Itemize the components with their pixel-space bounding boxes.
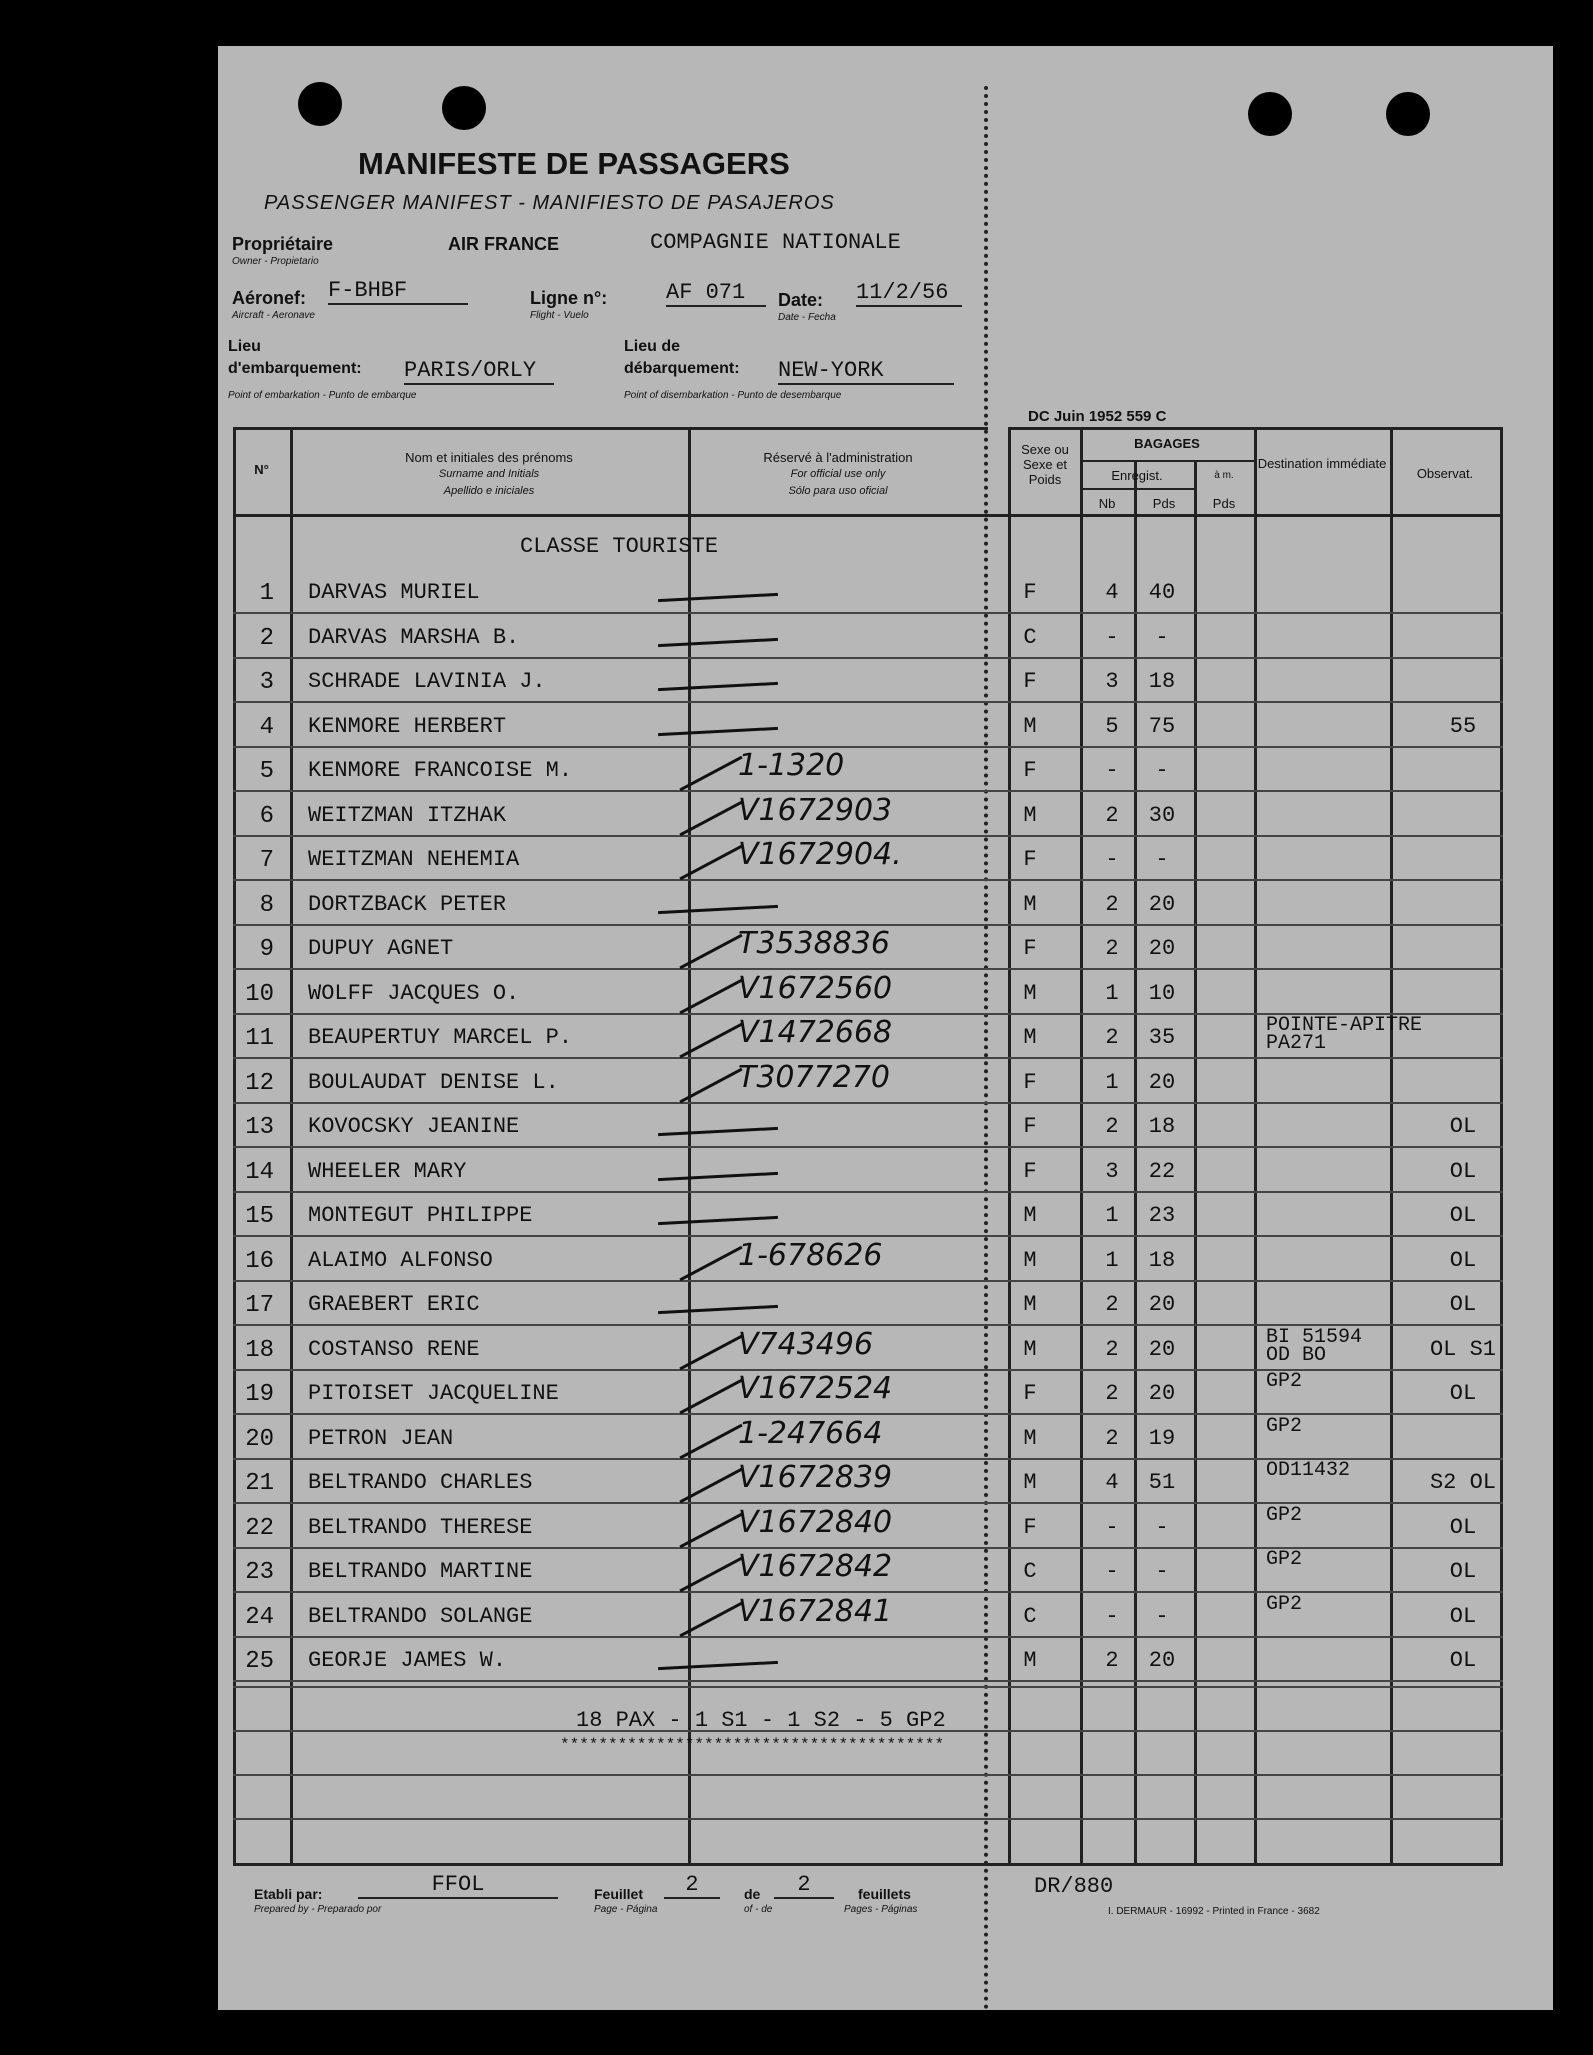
pen-stroke [679,1557,742,1593]
cell-name: BEAUPERTUY MARCEL P. [308,1025,573,1050]
cell-sex: M [1023,1292,1037,1317]
cell-nb: 1 [1105,1069,1119,1095]
cell-dest: OD11432 [1266,1459,1351,1482]
cell-obs: OL [1449,1158,1477,1184]
cell-admin: V1672903 [738,792,893,828]
pen-stroke [679,1512,742,1548]
col-header-registered: Enregist. [1111,468,1163,483]
cell-nb: - [1105,758,1119,783]
cell-no: 6 [259,802,274,830]
cell-sex: M [1023,1247,1037,1273]
cell-dest: GP2 [1266,1503,1303,1527]
cell-no: 23 [245,1559,274,1586]
row-rule [233,657,1503,659]
cell-nb: - [1105,1559,1119,1584]
cell-name: DARVAS MARSHA B. [308,624,520,650]
cell-nb: - [1105,624,1119,650]
cell-name: WEITZMAN ITZHAK [308,802,507,828]
table-row [218,1459,1553,1506]
sheets-label: feuillets [858,1886,911,1902]
col-header-admin-fr: Réservé à l'administration [763,450,913,465]
prepared-value: FFOL [358,1872,558,1899]
pen-stroke [679,1334,742,1370]
col-header-hand: à m. [1214,470,1234,481]
table-row [218,1640,1553,1684]
col-header-admin-en: For official use only [790,468,886,480]
cell-nb: 3 [1105,669,1119,694]
cell-name: KOVOCSKY JEANINE [308,1114,520,1139]
col-header-name-fr: Nom et initiales des prénoms [405,450,573,465]
cell-sex: C [1023,624,1037,650]
row-rule [233,1191,1503,1193]
owner-label: Propriétaire [232,234,334,254]
cell-sex: C [1023,1559,1037,1584]
row-rule [233,879,1503,881]
cell-pds: 23 [1148,1203,1176,1228]
pen-stroke [679,1423,742,1459]
col-header-pds: Pds [1152,496,1176,511]
cell-sex: F [1023,936,1037,961]
embark-label-1: Lieu [228,338,261,355]
cell-obs: OL [1449,1603,1477,1629]
cell-sex: F [1023,669,1037,694]
punch-hole [442,86,486,130]
cell-no: 16 [245,1247,274,1275]
disembark-sub: Point of disembarkation - Punto de desembarque [624,390,842,401]
pen-stroke [658,726,778,735]
cell-name: COSTANSO RENE [308,1336,480,1362]
cell-pds: 10 [1148,980,1176,1006]
cell-sex: M [1023,1025,1037,1050]
cell-name: KENMORE FRANCOISE M. [308,758,573,783]
cell-sex: M [1023,713,1037,739]
cell-name: BELTRANDO THERESE [308,1514,533,1540]
cell-pds: - [1155,1514,1169,1540]
pen-stroke [658,1127,778,1136]
table-row [218,1325,1553,1373]
cell-pds: 18 [1148,1247,1176,1273]
table-row [218,1151,1553,1195]
flight-sub: Flight - Vuelo [530,310,589,321]
row-rule [233,1686,1503,1688]
date-label: Date: [778,290,824,310]
cell-pds: 35 [1148,1025,1176,1050]
pen-stroke [679,1067,742,1103]
owner-value: AIR FRANCE [448,234,559,254]
cell-name: WHEELER MARY [308,1158,467,1184]
cell-obs: S2 OL [1429,1470,1496,1495]
cell-nb: - [1105,1603,1119,1629]
table-row [218,1106,1553,1150]
disembark-label-1: Lieu de [624,338,681,355]
flight-value: AF 071 [666,280,766,307]
table-row [218,839,1553,883]
pen-stroke [658,1305,778,1314]
table-row [218,572,1553,616]
cell-obs: OL [1449,1114,1477,1139]
cell-name: BELTRANDO CHARLES [308,1470,533,1495]
row-rule [233,612,1503,614]
cell-name: WOLFF JACQUES O. [308,980,520,1006]
cell-admin: 1-1320 [738,748,845,783]
page-subtitle: PASSENGER MANIFEST - MANIFIESTO DE PASAJEROS [264,192,835,214]
table-row [218,661,1553,705]
cell-pds: 19 [1148,1425,1176,1451]
row-rule [233,1774,1503,1776]
cell-no: 12 [245,1069,274,1097]
cell-name: MONTEGUT PHILIPPE [308,1203,533,1228]
cell-sex: M [1023,1470,1037,1495]
table-row [218,1503,1553,1551]
cell-name: BELTRANDO SOLANGE [308,1603,533,1629]
cell-no: 24 [245,1603,274,1631]
cell-sex: M [1023,802,1037,828]
cell-admin: V1672841 [738,1593,893,1629]
row-rule [233,1680,1503,1682]
pen-stroke [679,1468,742,1504]
col-header-name [290,450,688,499]
cell-pds: 20 [1148,1292,1176,1317]
cell-no: 19 [245,1381,274,1408]
cell-no: 17 [245,1292,274,1319]
cell-dest: POINTE-APITRE PA271 [1266,1014,1423,1055]
cell-pds: 22 [1148,1158,1176,1184]
stars-line: **************************************** [560,1736,945,1754]
cell-sex: C [1023,1603,1037,1629]
cell-no: 25 [245,1648,274,1675]
cell-name: WEITZMAN NEHEMIA [308,847,520,872]
aircraft-value: F-BHBF [328,278,468,305]
col-header-nb: Nb [1098,496,1116,511]
cell-admin: V1672904. [738,837,902,872]
registered-sub-line [1080,488,1194,490]
table-row [218,1059,1553,1106]
pen-stroke [679,845,742,881]
table-row [218,617,1553,661]
table-row [218,1370,1553,1417]
table-row [218,1592,1553,1640]
cell-sex: F [1023,847,1037,872]
cell-no: 14 [245,1158,274,1186]
punch-hole [1386,92,1430,136]
row-rule [233,1818,1503,1820]
table-row [218,792,1553,839]
cell-pds: 20 [1148,1336,1176,1362]
owner-sub: Owner - Propietario [232,256,319,267]
cell-obs: OL [1449,1381,1477,1406]
pen-stroke [679,1601,742,1637]
cell-dest: GP2 [1266,1592,1303,1616]
cell-pds: - [1155,624,1169,650]
row-rule [233,1636,1503,1638]
cell-nb: - [1105,1514,1119,1540]
table-row [218,1195,1553,1239]
table-row [218,884,1553,928]
cell-sex: M [1023,980,1037,1006]
cell-nb: 2 [1105,1336,1119,1362]
embark-label-2: d'embarquement: [228,360,362,377]
cell-sex: F [1023,1114,1037,1139]
row-rule [233,701,1503,703]
col-header-observations: Observat. [1416,466,1474,481]
table-row [218,706,1553,750]
pen-stroke [679,1245,742,1281]
cell-pds: 40 [1148,580,1176,605]
of-value: 2 [774,1872,834,1899]
cell-obs: OL [1449,1203,1477,1228]
cell-no: 20 [245,1425,274,1453]
row-rule [233,1280,1503,1282]
cell-no: 2 [259,624,274,652]
cell-sex: F [1023,1069,1037,1095]
cell-nb: 2 [1105,1425,1119,1451]
cell-no: 8 [259,891,274,919]
cell-dest: GP2 [1266,1370,1303,1393]
col-header-name-en: Surname and Initials [438,468,540,480]
cell-name: BELTRANDO MARTINE [308,1559,533,1584]
pen-stroke [658,1216,778,1225]
pen-stroke [658,904,778,913]
cell-nb: 2 [1105,891,1119,917]
cell-admin: V1672842 [738,1549,893,1584]
cell-nb: 5 [1105,713,1119,739]
date-sub: Date - Fecha [778,312,836,323]
owner-typed: COMPAGNIE NATIONALE [650,230,901,255]
cell-dest: GP2 [1266,1548,1303,1571]
cell-no: 15 [245,1203,274,1230]
cell-no: 5 [259,758,274,785]
totals-line: 18 PAX - 1 S1 - 1 S2 - 5 GP2 [576,1708,946,1733]
cell-nb: 2 [1105,802,1119,828]
pen-stroke [679,1379,742,1415]
cell-name: KENMORE HERBERT [308,713,507,739]
cell-no: 11 [245,1025,274,1052]
cell-name: GRAEBERT ERIC [308,1292,480,1317]
cell-nb: 1 [1105,1203,1119,1228]
reference-code: DR/880 [1034,1874,1114,1899]
pen-stroke [679,978,742,1014]
cell-sex: F [1023,1381,1037,1406]
col-header-sex: Sexe ou Sexe et Poids [1021,442,1069,487]
table-row [218,1548,1553,1595]
cell-pds: 20 [1148,1381,1176,1406]
of-sub: of - de [744,1904,773,1915]
cell-admin: 1-678626 [738,1237,883,1273]
cell-obs: OL [1449,1514,1477,1540]
cell-admin: V1672840 [738,1504,893,1540]
table-row [218,970,1553,1017]
form-code: DC Juin 1952 559 C [1028,408,1167,425]
cell-pds: 20 [1148,1648,1176,1673]
cell-sex: F [1023,1158,1037,1184]
cell-dest: BI 51594 OD BO [1266,1325,1363,1367]
embark-value: PARIS/ORLY [404,358,554,385]
cell-obs: 55 [1449,713,1477,739]
cell-no: 9 [259,936,274,963]
cell-obs: OL [1449,1559,1477,1584]
cell-nb: 1 [1105,1247,1119,1273]
cell-dest: GP2 [1266,1414,1303,1438]
table-row [218,1237,1553,1284]
disembark-label-2: débarquement: [624,360,740,377]
cell-admin: T3538836 [738,926,890,961]
table-row [218,1284,1553,1328]
cell-sex: F [1023,758,1037,783]
cell-nb: 3 [1105,1158,1119,1184]
cell-pds: - [1155,758,1169,783]
table-row [218,1414,1553,1462]
cell-pds: 51 [1148,1470,1176,1495]
cell-no: 1 [259,580,274,607]
row-rule [233,1146,1503,1148]
cell-nb: 1 [1105,980,1119,1006]
cell-no: 21 [245,1470,274,1497]
pen-stroke [658,1171,778,1180]
cell-pds: 20 [1148,1069,1176,1095]
cell-nb: 2 [1105,1381,1119,1406]
cell-nb: 4 [1105,1470,1119,1495]
cell-pds: 18 [1148,669,1176,694]
cell-name: DORTZBACK PETER [308,891,507,917]
cell-name: DARVAS MURIEL [308,580,480,605]
cell-no: 13 [245,1114,274,1141]
sheet-label: Feuillet [594,1886,644,1902]
cell-obs: OL [1449,1292,1477,1317]
baggage-sub-line [1080,460,1254,462]
cell-admin: V743496 [738,1326,874,1362]
cell-sex: M [1023,891,1037,917]
cell-name: PITOISET JACQUELINE [308,1381,559,1406]
prepared-label: Etabli par: [254,1886,323,1902]
cell-nb: 2 [1105,1648,1119,1673]
cell-sex: F [1023,580,1037,605]
pen-stroke [658,1661,778,1670]
col-header-name-es: Apellido e iniciales [443,485,535,497]
class-label: CLASSE TOURISTE [520,534,719,559]
cell-pds: 75 [1148,713,1176,739]
pen-stroke [679,934,742,970]
col-header-admin [688,450,988,499]
cell-obs: OL [1449,1648,1477,1673]
cell-pds: 18 [1148,1114,1176,1139]
table-row [218,1014,1553,1061]
cell-nb: 2 [1105,1292,1119,1317]
cell-pds: - [1155,847,1169,872]
cell-name: DUPUY AGNET [308,936,454,961]
col-header-no: N° [254,462,269,477]
cell-nb: 2 [1105,936,1119,961]
table-row [218,928,1553,972]
sheets-sub: Pages - Páginas [844,1904,918,1915]
embark-sub: Point of embarkation - Punto de embarque [228,390,417,401]
printer-line: I. DERMAUR - 16992 - Printed in France - 3682 [1108,1906,1320,1917]
flight-label: Ligne n°: [530,288,608,308]
cell-sex: M [1023,1336,1037,1362]
cell-admin: V1672524 [738,1371,893,1406]
col-header-admin-es: Sólo para uso oficial [788,485,888,497]
cell-no: 10 [245,980,274,1008]
cell-no: 7 [259,847,274,874]
cell-pds: 20 [1148,891,1176,917]
prepared-sub: Prepared by - Preparado por [254,1904,382,1915]
cell-nb: 4 [1105,580,1119,605]
aircraft-label: Aéronef: [232,288,307,308]
cell-pds: - [1155,1603,1169,1629]
cell-sex: M [1023,1425,1037,1451]
cell-pds: 30 [1148,802,1176,828]
cell-sex: M [1023,1203,1037,1228]
cell-obs: OL [1449,1247,1477,1273]
punch-hole [1248,92,1292,136]
cell-nb: 2 [1105,1114,1119,1139]
cell-obs: OL S1 [1429,1336,1496,1362]
col-header-destination: Destination immédiate [1257,456,1387,471]
cell-pds: 20 [1148,936,1176,961]
manifest-sheet [218,46,1553,2010]
cell-admin: V1472668 [738,1015,893,1050]
cell-no: 4 [259,713,274,741]
cell-nb: - [1105,847,1119,872]
of-label: de [744,1886,761,1902]
col-header-baggage: BAGAGES [1134,436,1200,451]
pen-stroke [679,800,742,836]
cell-sex: M [1023,1648,1037,1673]
aircraft-sub: Aircraft - Aeronave [232,310,315,321]
cell-nb: 2 [1105,1025,1119,1050]
pen-stroke [658,593,778,602]
pen-stroke [658,637,778,646]
punch-hole [298,82,342,126]
cell-name: PETRON JEAN [308,1425,454,1451]
cell-name: SCHRADE LAVINIA J. [308,669,546,694]
pen-stroke [658,682,778,691]
cell-name: GEORJE JAMES W. [308,1648,507,1673]
disembark-value: NEW-YORK [778,358,954,385]
cell-no: 22 [245,1514,274,1542]
page-title: MANIFESTE DE PASSAGERS [358,146,790,181]
row-rule [233,1102,1503,1104]
sheet-value: 2 [664,1872,720,1899]
table-row [218,750,1553,794]
header-bottom [233,514,1503,517]
cell-no: 3 [259,669,274,696]
cell-admin: T3077270 [738,1059,890,1095]
table-bottom [233,1863,1503,1866]
cell-admin: 1-247664 [738,1415,883,1451]
row-rule [233,746,1503,748]
pen-stroke [679,1023,742,1059]
col-header-hand-pds: Pds [1212,496,1236,511]
cell-admin: V1672560 [738,970,893,1006]
cell-name: ALAIMO ALFONSO [308,1247,493,1273]
pen-stroke [679,756,742,792]
cell-pds: - [1155,1559,1169,1584]
table-top-left [233,427,988,430]
cell-name: BOULAUDAT DENISE L. [308,1069,559,1095]
cell-admin: V1672839 [738,1460,893,1495]
sheet-sub: Page - Página [594,1904,658,1915]
date-value: 11/2/56 [856,280,962,307]
cell-sex: F [1023,1514,1037,1540]
cell-no: 18 [245,1336,274,1364]
